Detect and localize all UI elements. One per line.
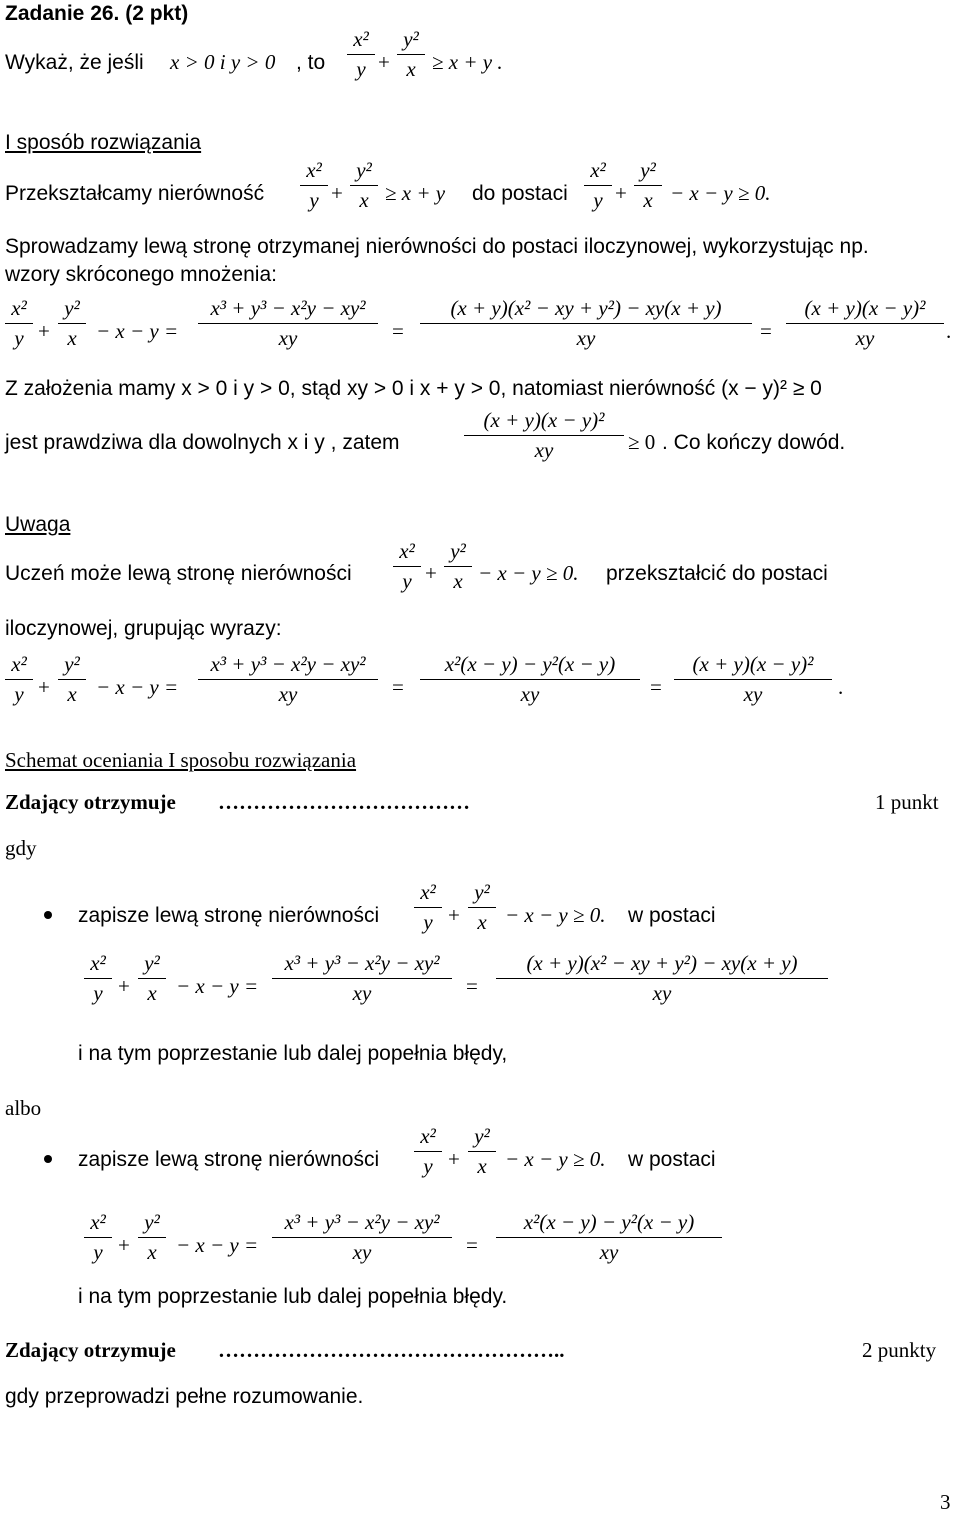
- bullet2-eq-tail: − x − y =: [176, 1233, 259, 1257]
- fraction-y2-over-x: $\frac{\text{y²}}{x}$: [468, 882, 496, 933]
- fraction-x2-over-y: $\frac{\text{x²}}{y}$: [300, 160, 328, 211]
- bullet1-eq-tail: − x − y =: [176, 974, 259, 998]
- page-number: 3: [940, 1490, 951, 1514]
- fraction-y2-over-x: $\frac{\text{y²}}{x}$: [138, 953, 166, 1004]
- scheme-heading: Schemat oceniania I sposobu rozwiązania: [5, 748, 357, 772]
- note-eq-tail: − x − y =: [96, 675, 179, 699]
- award2-text: gdy przeprowadzi pełne rozumowanie.: [5, 1385, 364, 1408]
- award2-dots: …………………………………………..: [218, 1338, 565, 1362]
- fraction-factored-step: $\frac{\text{(x + y)(x² − xy + y²) − xy(x + y)}}{xy}$: [496, 953, 828, 1004]
- bullet2-ineq-tail: − x − y ≥ 0.: [505, 1147, 606, 1171]
- fraction-final-product: $\frac{\text{(x + y)(x − y)²}}{xy}$: [674, 654, 832, 705]
- plus-sign: +: [331, 181, 343, 205]
- plus-sign: +: [378, 50, 390, 74]
- equals-sign: =: [392, 319, 404, 343]
- fraction-x2-over-y: $\frac{\text{x²}}{y}$: [84, 1212, 112, 1263]
- method1-line5-ge: ≥ 0: [628, 430, 656, 454]
- award1-label: Zdający otrzymuje: [5, 790, 176, 814]
- award1-dots: ………………………………: [218, 790, 470, 814]
- task-statement-to: , to: [296, 51, 326, 74]
- bullet2-text: zapisze lewą stronę nierówności: [78, 1148, 380, 1171]
- equals-sign: =: [466, 974, 478, 998]
- fraction-y2-over-x: $\frac{\text{y²}}{x}$: [138, 1212, 166, 1263]
- fraction-x2-over-y: $\frac{\text{x²}}{y}$: [5, 654, 33, 705]
- note-line1-prefix: Uczeń może lewą stronę nierówności: [5, 562, 352, 585]
- fraction-x2-over-y: $\frac{\text{x²}}{y}$: [414, 1126, 442, 1177]
- fraction-final-product: $\frac{\text{(x + y)(x − y)²}}{xy}$: [786, 298, 944, 349]
- fraction-x2-over-y: $\frac{\text{x²}}{y}$: [584, 160, 612, 211]
- note-line2: iloczynowej, grupując wyrazy:: [5, 617, 282, 640]
- method1-line2: Sprowadzamy lewą stronę otrzymanej nierówności do postaci iloczynowej, wykorzystując np.: [5, 235, 869, 258]
- fraction-y2-over-x: $\frac{\text{y²}}{x}$: [634, 160, 662, 211]
- fraction-grouped: $\frac{\text{x²(x − y) − y²(x − y)}}{xy}$: [496, 1212, 722, 1263]
- bullet-icon: [44, 911, 52, 919]
- plus-sign: +: [425, 561, 437, 585]
- plus-sign: +: [38, 319, 50, 343]
- bullet-icon: [44, 1155, 52, 1163]
- method1-line3: wzory skróconego mnożenia:: [5, 263, 277, 286]
- task-statement-prefix: Wykaż, że jeśli: [5, 51, 144, 74]
- method1-eq-tail: − x − y =: [96, 319, 179, 343]
- equals-sign: =: [392, 675, 404, 699]
- fraction-sum-cubes: $\frac{\text{x³ + y³ − x²y − xy²}}{xy}$: [198, 654, 378, 705]
- task-title: Zadanie 26. (2 pkt): [5, 2, 189, 25]
- period: .: [946, 319, 952, 343]
- award1-points: 1 punkt: [875, 790, 939, 814]
- fraction-y2-over-x: $\frac{\text{y²}}{x}$: [58, 298, 86, 349]
- plus-sign: +: [448, 1147, 460, 1171]
- plus-sign: +: [118, 1233, 130, 1257]
- bullet2-tail: w postaci: [628, 1148, 716, 1171]
- task-statement-cond: x > 0 i y > 0: [170, 50, 276, 74]
- award2-label: Zdający otrzymuje: [5, 1338, 176, 1362]
- fraction-y2-over-x: $\frac{\text{y²}}{x}$: [444, 541, 472, 592]
- fraction-sum-cubes: $\frac{\text{x³ + y³ − x²y − xy²}}{xy}$: [272, 1212, 452, 1263]
- fraction-y2-over-x: $\frac{\text{y²}}{x}$: [350, 160, 378, 211]
- bullet2-result: i na tym poprzestanie lub dalej popełnia błędy.: [78, 1285, 508, 1308]
- note-line1-end: przekształcić do postaci: [606, 562, 828, 585]
- method1-line1-end: − x − y ≥ 0.: [670, 181, 771, 205]
- award2-points: 2 punkty: [862, 1338, 937, 1362]
- plus-sign: +: [118, 974, 130, 998]
- fraction-sum-cubes: $\frac{\text{x³ + y³ − x²y − xy²}}{xy}$: [198, 298, 378, 349]
- gdy-label: gdy: [5, 836, 37, 860]
- method1-line5-prefix: jest prawdziwa dla dowolnych x i y , zatem: [5, 431, 400, 454]
- period: .: [838, 675, 844, 699]
- equals-sign: =: [466, 1233, 478, 1257]
- plus-sign: +: [615, 181, 627, 205]
- method1-line5-end: . Co kończy dowód.: [662, 431, 846, 454]
- fraction-y2-over-x: $\frac{\text{y²}}{x}$: [58, 654, 86, 705]
- bullet1-tail: w postaci: [628, 904, 716, 927]
- fraction-x2-over-y: $\frac{\text{x²}}{y}$: [414, 882, 442, 933]
- method1-line1-to: do postaci: [472, 182, 568, 205]
- equals-sign: =: [760, 319, 772, 343]
- fraction-factored-step: $\frac{\text{(x + y)(x² − xy + y²) − xy(x + y)}}{xy}$: [420, 298, 752, 349]
- plus-sign: +: [38, 675, 50, 699]
- albo-label: albo: [5, 1096, 42, 1120]
- method1-line1-prefix: Przekształcamy nierówność: [5, 182, 265, 205]
- fraction-conclusion: $\frac{\text{(x + y)(x − y)²}}{xy}$: [464, 410, 624, 461]
- bullet1-result: i na tym poprzestanie lub dalej popełnia błędy,: [78, 1042, 508, 1065]
- method1-line4: Z założenia mamy x > 0 i y > 0, stąd xy > 0 i x + y > 0, natomiast nierówność (x − y)² ≥ 0: [5, 377, 822, 400]
- fraction-sum-cubes: $\frac{\text{x³ + y³ − x²y − xy²}}{xy}$: [272, 953, 452, 1004]
- fraction-x2-over-y: $\frac{\text{x²}}{y}$: [5, 298, 33, 349]
- note-heading: Uwaga: [5, 513, 71, 536]
- plus-sign: +: [448, 903, 460, 927]
- equals-sign: =: [650, 675, 662, 699]
- bullet1-text: zapisze lewą stronę nierówności: [78, 904, 380, 927]
- fraction-y2-over-x: $\frac{\text{y²}}{x}$: [468, 1126, 496, 1177]
- method1-heading: I sposób rozwiązania: [5, 131, 202, 154]
- fraction-x2-over-y: $\frac{\text{x²}}{y}$: [347, 29, 375, 80]
- fraction-y2-over-x: $\frac{\text{y²}}{x}$: [397, 29, 425, 80]
- fraction-x2-over-y: $\frac{\text{x²}}{y}$: [84, 953, 112, 1004]
- method1-line1-mid: ≥ x + y: [385, 181, 446, 205]
- bullet1-ineq-tail: − x − y ≥ 0.: [505, 903, 606, 927]
- note-ineq-tail: − x − y ≥ 0.: [478, 561, 579, 585]
- fraction-x2-over-y: $\frac{\text{x²}}{y}$: [393, 541, 421, 592]
- task-statement-rhs: ≥ x + y .: [432, 50, 503, 74]
- fraction-grouped: $\frac{\text{x²(x − y) − y²(x − y)}}{xy}$: [420, 654, 640, 705]
